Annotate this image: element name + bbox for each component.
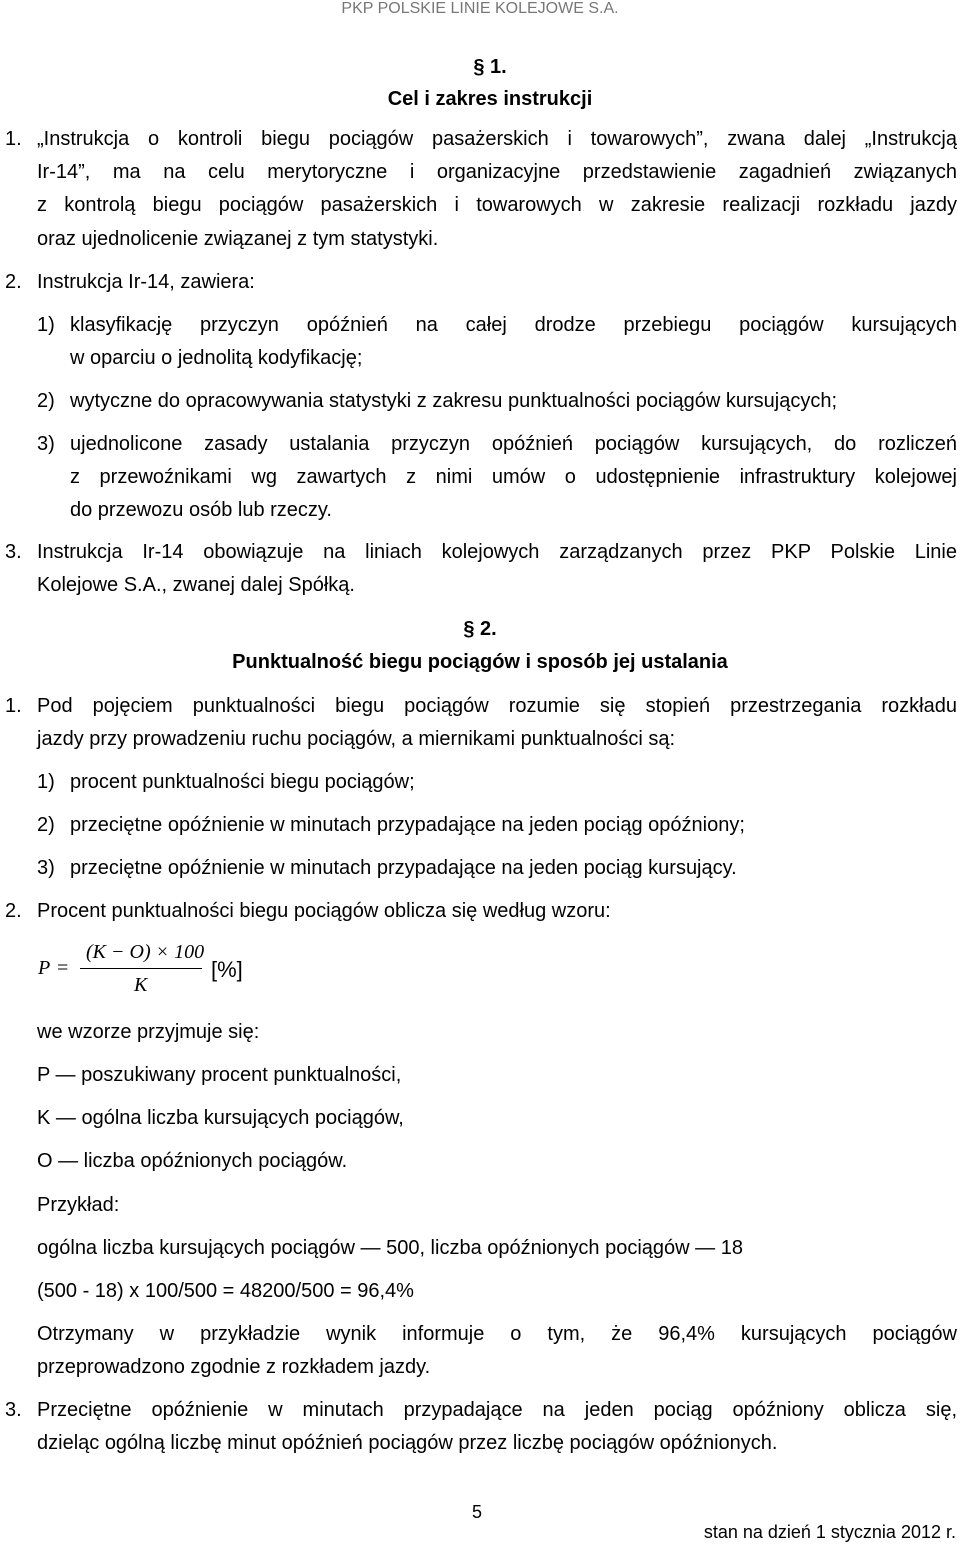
formula-definition: P — poszukiwany procent punktualności, [37, 1064, 402, 1086]
paragraph-1-line: Ir-14”, ma na celu merytoryczne i organizacyjne przedstawienie zagadnień związanych [37, 161, 957, 183]
paragraph-1-line: „Instrukcja o kontroli biegu pociągów pasażerskich i towarowych”, zwana dalej „Instrukcją [37, 128, 957, 150]
paragraph-1-line: oraz ujednolicenie związanej z tym statystyki. [37, 228, 439, 250]
list-item-line: w oparciu o jednolitą kodyfikację; [70, 347, 363, 369]
punctuality-formula [38, 938, 278, 1008]
list-item-number: 2) [37, 390, 55, 412]
formula-unit: [%] [211, 957, 243, 982]
list-item-line: przeciętne opóźnienie w minutach przypadające na jeden pociąg kursujący. [70, 857, 737, 879]
formula-where: we wzorze przyjmuje się: [37, 1021, 260, 1043]
list-item-number: 1) [37, 314, 55, 336]
list-item-number: 3) [37, 857, 55, 879]
formula-definition: K — ogólna liczba kursujących pociągów, [37, 1107, 404, 1129]
fraction-bar [80, 968, 202, 969]
page-number: 5 [472, 1502, 483, 1522]
paragraph-3-number: 3. [5, 541, 22, 563]
s2-paragraph-1-number: 1. [5, 695, 22, 717]
example-result-line: Otrzymany w przykładzie wynik informuje o tym, że 96,4% kursujących pociągów [37, 1323, 957, 1345]
list-item-line: klasyfikację przyczyn opóźnień na całej drodze przebiegu pociągów kursujących [70, 314, 957, 336]
example-line: (500 - 18) x 100/500 = 48200/500 = 96,4% [37, 1280, 414, 1302]
example-line: ogólna liczba kursujących pociągów — 500, liczba opóźnionych pociągów — 18 [37, 1237, 743, 1259]
paragraph-1-number: 1. [5, 128, 22, 150]
list-item-line: do przewozu osób lub rzeczy. [70, 499, 332, 521]
s2-paragraph-3-number: 3. [5, 1399, 22, 1421]
list-item-line: z przewoźnikami wg zawartych z nimi umów o udostępnienie infrastruktury kolejowej [70, 466, 957, 488]
paragraph-3-line: Instrukcja Ir-14 obowiązuje na liniach kolejowych zarządzanych przez PKP Polskie Linie [37, 541, 957, 563]
formula-numerator: (K − O) × 100 [86, 941, 205, 963]
running-header: PKP POLSKIE LINIE KOLEJOWE S.A. [341, 0, 619, 17]
list-item-line: ujednolicone zasady ustalania przyczyn opóźnień pociągów kursujących, do rozliczeń [70, 433, 957, 455]
s2-paragraph-3-line: Przeciętne opóźnienie w minutach przypadające na jeden pociąg opóźniony oblicza się, [37, 1399, 957, 1421]
example-result-line: przeprowadzono zgodnie z rozkładem jazdy. [37, 1356, 431, 1378]
s2-paragraph-3-line: dzieląc ogólną liczbę minut opóźnień pociągów przez liczbę pociągów opóźnionych. [37, 1432, 778, 1454]
s2-paragraph-1-line: Pod pojęciem punktualności biegu pociągów rozumie się stopień przestrzegania rozkładu [37, 695, 957, 717]
paragraph-2-number: 2. [5, 271, 22, 293]
list-item-number: 1) [37, 771, 55, 793]
formula-equals: = [57, 957, 69, 979]
paragraph-1-line: z kontrolą biegu pociągów pasażerskich i towarowych w zakresie realizacji rozkładu jazdy [37, 194, 957, 216]
list-item-number: 3) [37, 433, 55, 455]
formula-denominator: K [134, 974, 148, 996]
example-label: Przykład: [37, 1194, 120, 1216]
footer-date: stan na dzień 1 stycznia 2012 r. [703, 1522, 956, 1542]
s2-paragraph-2-number: 2. [5, 900, 22, 922]
list-item-line: procent punktualności biegu pociągów; [70, 771, 415, 793]
list-item-line: przeciętne opóźnienie w minutach przypadające na jeden pociąg opóźniony; [70, 814, 745, 836]
section-1-title: Cel i zakres instrukcji [387, 88, 593, 110]
formula-lhs: P [38, 957, 51, 979]
section-1-number: § 1. [473, 56, 507, 78]
section-2-title: Punktualność biegu pociągów i sposób jej ustalania [232, 651, 728, 673]
list-item-number: 2) [37, 814, 55, 836]
paragraph-2-text: Instrukcja Ir-14, zawiera: [37, 271, 255, 293]
section-2-number: § 2. [463, 618, 497, 640]
formula-definition: O — liczba opóźnionych pociągów. [37, 1150, 348, 1172]
s2-paragraph-2-text: Procent punktualności biegu pociągów oblicza się według wzoru: [37, 900, 611, 922]
list-item-line: wytyczne do opracowywania statystyki z zakresu punktualności pociągów kursujących; [70, 390, 838, 412]
s2-paragraph-1-line: jazdy przy prowadzeniu ruchu pociągów, a miernikami punktualności są: [37, 728, 676, 750]
paragraph-3-line: Kolejowe S.A., zwanej dalej Spółką. [37, 574, 355, 596]
